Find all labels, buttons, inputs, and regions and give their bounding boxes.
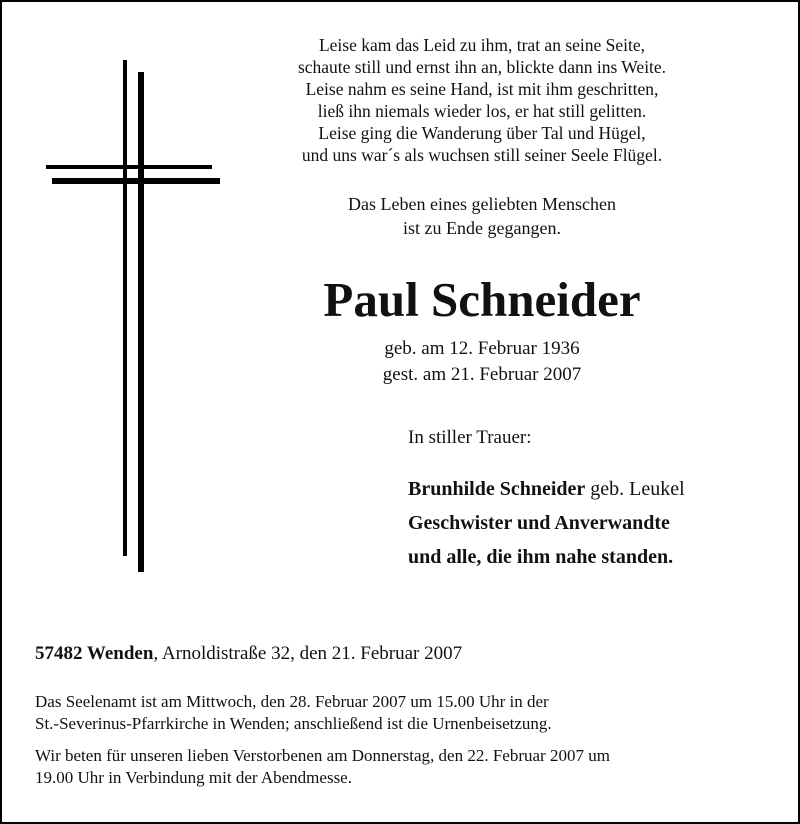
poem-line: schaute still und ernst ihn an, blickte dann ins Weite. [297, 57, 667, 77]
life-dates [252, 336, 712, 388]
poem-line: Leise ging die Wanderung über Tal und Hügel, [318, 123, 646, 143]
mourners-list [408, 472, 685, 574]
poem-line: Leise kam das Leid zu ihm, trat an seine Seite, [318, 35, 646, 55]
poem-line: ließ ihn niemals wieder los, er hat still gelitten. [317, 101, 647, 121]
address-place: 57482 Wenden [35, 643, 154, 664]
death-date: gest. am 21. Februar 2007 [382, 364, 582, 385]
cross-horizontal-bar-thick [52, 178, 220, 184]
widow-maiden-name: geb. Leukel [590, 478, 685, 500]
life-statement-line: ist zu Ende gegangen. [403, 218, 561, 238]
mourner-widow [408, 472, 685, 506]
mourning-intro: In stiller Trauer: [408, 427, 532, 448]
address-rest: , Arnoldistraße 32, den 21. Februar 2007 [153, 643, 463, 664]
mass-notice-line: St.-Severinus-Pfarrkirche in Wenden; anschließend ist die Urnenbeisetzung. [35, 714, 552, 733]
life-statement [252, 192, 712, 240]
life-statement-line: Das Leben eines geliebten Menschen [348, 194, 616, 214]
poem-line: Leise nahm es seine Hand, ist mit ihm geschritten, [305, 79, 659, 99]
widow-name: Brunhilde Schneider [408, 478, 586, 500]
mourner-others: und alle, die ihm nahe standen. [408, 546, 674, 568]
birth-date: geb. am 12. Februar 1936 [384, 338, 580, 359]
cross-vertical-bar-thick [138, 72, 144, 572]
address-line [35, 642, 462, 666]
cross-vertical-bar-thin [123, 60, 127, 556]
prayer-notice-line: 19.00 Uhr in Verbindung mit der Abendmesse. [35, 768, 352, 787]
mass-notice-line: Das Seelenamt ist am Mittwoch, den 28. Februar 2007 um 15.00 Uhr in der [35, 692, 549, 711]
poem [252, 34, 712, 166]
prayer-notice-line: Wir beten für unseren lieben Verstorbenen am Donnerstag, den 22. Februar 2007 um [35, 746, 610, 765]
deceased-name: Paul Schneider [323, 272, 641, 327]
prayer-notice [35, 745, 775, 789]
cross-horizontal-bar-thin [46, 165, 212, 169]
mass-notice [35, 691, 775, 735]
poem-line: und uns war´s als wuchsen still seiner Seele Flügel. [301, 145, 663, 165]
mourner-relatives: Geschwister und Anverwandte [408, 512, 670, 534]
